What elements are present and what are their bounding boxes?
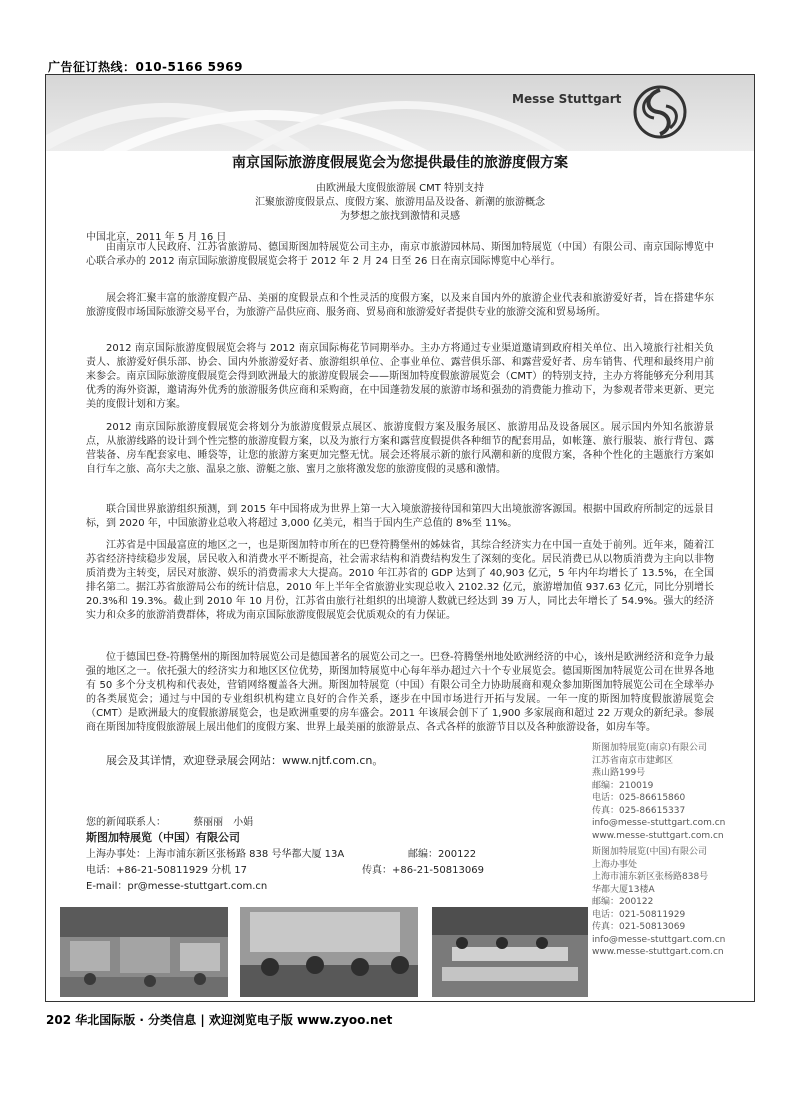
sidebar-line[interactable]: www.messe-stuttgart.com.cn	[592, 947, 724, 957]
contact-fax: 传真：+86-21-50813069	[362, 865, 484, 876]
photo-meeting-room	[432, 907, 588, 997]
subtitle-2: 汇聚旅游度假景点、度假方案、旅游用品及设备、新潮的旅游概念	[255, 197, 545, 208]
sidebar-line: 斯图加特展览(中国)有限公司	[592, 847, 708, 857]
paragraph-7: 位于德国巴登-符腾堡州的斯图加特展览公司是德国著名的展览公司之一。巴登-符腾堡州地处欧洲经济的中心，该州是欧洲经济和竞争力最强的地区之一。依托强大的经济实力和地区区位优势，斯图加特展览中心每年举办超过六十个专业展览会。德国斯图加特展览公司在世界各地有 50 多个分支机构和代表处，营销网络覆盖各大洲。斯图加特展览（中国）有限公司全力协助展商和观众参加斯图加特展览公司在全球举办的各类展览会；通过与中国的专业组织机构建立良好的合作关系，逐步在中国市场进行开拓与发展。一年一度的斯图加特度假旅游展览会（CMT）是欧洲最大的度假旅游展览会，也是欧洲重要的房车盛会。2011 年该展会创下了 1,900 多家展商和超过 22 万观众的新纪录。参展商在斯图加特度假旅游展上展出他们的度假方案、世界上最美丽的旅游景点、各式各样的旅游节目以及各种旅游设备，如房车等。	[86, 652, 714, 733]
sidebar-line: 上海市浦东新区张杨路838号	[592, 872, 709, 882]
sidebar-line: 华都大厦13楼A	[592, 884, 655, 895]
messe-stuttgart-logo-text: Messe Stuttgart	[512, 92, 622, 106]
ad-hotline: 广告征订热线：010-5166 5969	[48, 60, 244, 74]
paragraph-5: 联合国世界旅游组织预测，到 2015 年中国将成为世界上第一大入境旅游接待国和第四大出境旅游客源国。根据中国政府所制定的远景目标，到 2020 年，中国旅游业总收入将超过 3,000 亿美元，相当于国内生产总值的 8%至 11%。	[86, 504, 714, 529]
contact-phone: 电话：+86-21-50811929 分机 17	[86, 865, 248, 876]
paragraph-6: 江苏省是中国最富庶的地区之一，也是斯图加特市所在的巴登符腾堡州的姊妹省，其综合经济实力在中国一直处于前列。近年来，随着江苏省经济持续稳步发展，居民收入和消费水平不断提高，社会需求结构和消费结构发生了深刻的变化。居民消费已从以物质消费为主向以非物质消费为主转变，居民对旅游、娱乐的消费需求大大提高。2010 年江苏省的 GDP 达到了 40,903 亿元，5 年内年均增长了 13.5%，在全国排名第二。据江苏省旅游局公布的统计信息，2010 年上半年全省旅游业实现总收入 2102.32 亿元，旅游增加值 937.63 亿元，同比分别增长 20.3%和 19.3%。截止到 2010 年 10 月份，江苏省由旅行社组织的出境游人数就已经达到 39 万人，同比去年增长了 54.9%。强大的经济实力和众多的旅游消费群体，将成为南京国际旅游度假展览会优质观众的有力保证。	[86, 540, 714, 621]
sidebar-line: 电话：021-50811929	[592, 909, 686, 920]
sidebar-line: 江苏省南京市建邺区	[592, 755, 674, 766]
page-footer: 202 华北国际版 · 分类信息 | 欢迎浏览电子版 www.zyoo.net	[46, 1013, 393, 1027]
sidebar-addresses	[592, 742, 752, 959]
contact-company: 斯图加特展览（中国）有限公司	[86, 831, 240, 844]
article-title: 南京国际旅游度假展览会为您提供最佳的旅游度假方案	[232, 155, 568, 171]
paragraph-1: 由南京市人民政府、江苏省旅游局、德国斯图加特展览公司主办，南京市旅游园林局、斯图加特展览（中国）有限公司、南京国际博览中心联合承办的 2012 南京国际旅游度假展览会将于 2012 年 2 月 24 日至 26 日在南京国际博览中心举行。	[86, 242, 714, 267]
paragraph-2: 展会将汇聚丰富的旅游度假产品、美丽的度假景点和个性灵活的度假方案，以及来自国内外的旅游企业代表和旅游爱好者，旨在搭建华东旅游度假市场国际旅游交易平台，为旅游产品供应商、服务商、贸易商和旅游爱好者提供专业的旅游交流和贸易场所。	[86, 293, 714, 318]
dateline: 中国北京，2011 年 5 月 16 日	[86, 232, 227, 243]
sidebar-line[interactable]: www.messe-stuttgart.com.cn	[592, 830, 724, 841]
contact-persons: 蔡丽丽 小娟	[193, 817, 254, 828]
sidebar-line: 邮编：210019	[592, 780, 654, 791]
paragraph-3: 2012 南京国际旅游度假展览会将与 2012 南京国际梅花节同期举办。主办方将通过专业渠道邀请到政府相关单位、出入境旅行社相关负责人、旅游爱好俱乐部、协会、国内外旅游爱好者、旅游组织单位、企事业单位、露营俱乐部、和露营爱好者、房车销售、代理和最终用户前来参会。南京国际旅游度假展览会得到欧洲最大的旅游度假展会——斯图加特度假旅游展览会（CMT）的特别支持，主办方将能够充分利用其优秀的海外资源，邀请海外优秀的旅游服务供应商和采购商，在中国蓬勃发展的旅游市场和强劲的消费能力推动下，为参观者带来更新、更完美的度假计划和方案。	[86, 343, 714, 410]
paragraph-4: 2012 南京国际旅游度假展览会将划分为旅游度假景点展区、旅游度假方案及服务展区、旅游用品及设备展区。展示国内外知名旅游景点，从旅游线路的设计到个性完整的旅游度假方案，以及为旅行方案和露营度假提供各种细节的配套用品，如帐篷、旅行服装、旅行背包、露营装备、房车配套家电、睡袋等，让您的旅游方案更加完整无忧。展会还将展示新的旅行风潮和新的度假方案，各种个性化的主题旅行方案如自行车之旅、高尔夫之旅、温泉之旅、游艇之旅、蜜月之旅将激发您的旅游度假的灵感和激情。	[86, 422, 714, 475]
sidebar-line: 传真：021-50813069	[592, 922, 686, 932]
sidebar-line: 电话：025-86615860	[592, 793, 686, 803]
contact-label: 您的新闻联系人：	[86, 817, 166, 828]
photo-press-conference	[240, 907, 418, 997]
sidebar-line: 斯图加特展览(南京)有限公司	[592, 743, 708, 753]
sidebar-line[interactable]: info@messe-stuttgart.com.cn	[592, 934, 726, 945]
sidebar-line: 上海办事处	[592, 859, 638, 870]
contact-label-row	[86, 816, 253, 830]
contact-postcode: 邮编：200122	[408, 849, 477, 860]
website-line[interactable]: 展会及其详情，欢迎登录展会网站：www.njtf.com.cn。	[106, 754, 384, 767]
sidebar-line[interactable]: info@messe-stuttgart.com.cn	[592, 818, 726, 828]
sidebar-line: 燕山路199号	[592, 768, 646, 778]
contact-office: 上海办事处：上海市浦东新区张杨路 838 号华都大厦 13A	[86, 849, 345, 860]
messe-stuttgart-logo-icon	[632, 84, 688, 140]
sidebar-line: 邮编：200122	[592, 897, 654, 907]
subtitle-1: 由欧洲最大度假旅游展 CMT 特别支持	[315, 183, 485, 194]
contact-email[interactable]: E-mail：pr@messe-stuttgart.com.cn	[86, 881, 268, 892]
photo-exhibition-hall	[60, 907, 228, 997]
subtitle-3: 为梦想之旅找到激情和灵感	[340, 211, 460, 222]
sidebar-line: 传真：025-86615337	[592, 805, 686, 816]
